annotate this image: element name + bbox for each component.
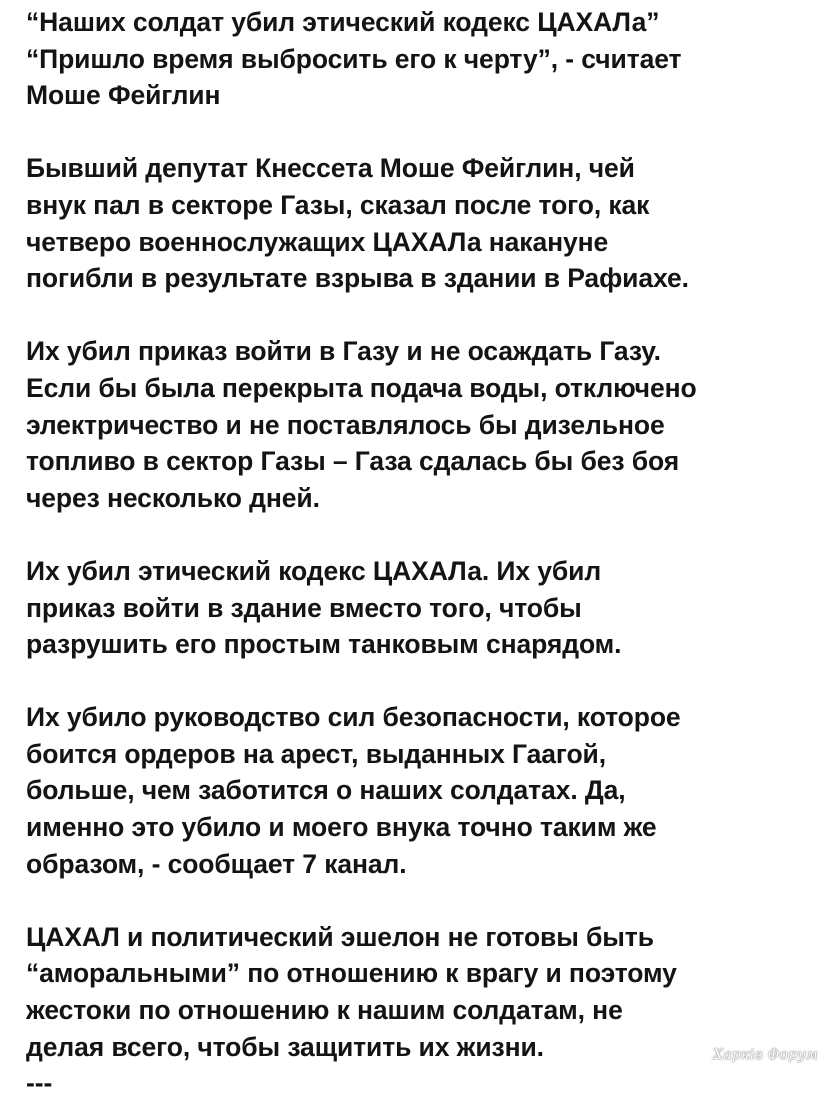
watermark: Харків Форум: [712, 1047, 818, 1063]
paragraph-line: боится ордеров на арест, выданных Гаагой,: [26, 738, 607, 769]
paragraph-line: Их убил этический кодекс ЦАХАЛа. Их убил: [26, 555, 602, 586]
paragraph-line: жестоки по отношению к нашим солдатам, не: [26, 995, 623, 1026]
paragraph-line: образом, - сообщает 7 канал.: [26, 848, 407, 879]
paragraph-line: Их убило руководство сил безопасности, которое: [26, 702, 681, 733]
headline-line: Моше Фейглин: [26, 80, 221, 111]
paragraph-line: именно это убило и моего внука точно таким же: [26, 812, 657, 843]
paragraph-line: приказ войти в здание вместо того, чтобы: [26, 592, 582, 623]
paragraph-line: Их убил приказ войти в Газу и не осаждать Газу.: [26, 336, 661, 367]
paragraph-line: электричество и не поставлялось бы дизельное: [26, 409, 665, 440]
headline-line: “Пришло время выбросить его к черту”, - считает: [26, 43, 682, 74]
paragraph-line: четверо военнослужащих ЦАХАЛа накануне: [26, 226, 609, 257]
paragraph-line: “аморальными” по отношению к врагу и поэтому: [26, 958, 677, 989]
paragraph-line: больше, чем заботится о наших солдатах. Да,: [26, 775, 626, 806]
paragraph-line: Если бы была перекрыта подача воды, отключено: [26, 372, 697, 403]
article: [26, 4, 816, 1102]
headline-line: “Наших солдат убил этический кодекс ЦАХАЛа”: [26, 7, 660, 37]
paragraph-line: делая всего, чтобы защитить их жизни.: [26, 1031, 544, 1062]
paragraph-line: ЦАХАЛ и политический эшелон не готовы быть: [26, 921, 654, 952]
paragraph-line: погибли в результате взрыва в здании в Рафиахе.: [26, 263, 689, 294]
paragraph-line: Бывший депутат Кнессета Моше Фейглин, чей: [26, 153, 635, 184]
paragraph-line: топливо в сектор Газы – Газа сдалась бы без боя: [26, 446, 680, 477]
paragraph-3: [26, 553, 816, 663]
paragraph-2: [26, 333, 816, 516]
paragraph-line: через несколько дней.: [26, 482, 320, 513]
paragraph-1: [26, 150, 816, 296]
paragraph-line: внук пал в секторе Газы, сказал после того, как: [26, 189, 650, 220]
paragraph-5: [26, 919, 816, 1102]
separator-dashes: ---: [26, 1068, 53, 1099]
paragraph-4: [26, 699, 816, 882]
paragraph-line: разрушить его простым танковым снарядом.: [26, 629, 622, 660]
headline: [26, 4, 816, 114]
